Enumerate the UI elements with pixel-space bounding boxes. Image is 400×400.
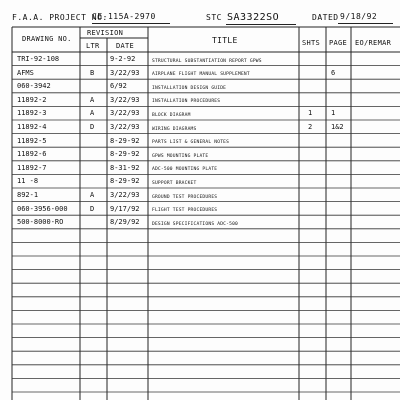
cell-title: AIRPLANE FLIGHT MANUAL SUPPLEMENT — [152, 72, 250, 78]
stc-number: SA3322SO — [227, 12, 280, 23]
col-page: PAGE — [329, 39, 348, 47]
cell-ltr: A — [90, 191, 95, 199]
col-drawing-no: DRAWING NO. — [22, 35, 72, 43]
cell-drawing: 892-1 — [17, 191, 39, 199]
project-label: F.A.A. PROJECT NO. — [12, 13, 108, 22]
cell-page: 6 — [331, 68, 336, 77]
cell-title: INSTALLATION PROCEDURES — [152, 99, 221, 105]
cell-title: INSTALLATION DESIGN GUIDE — [152, 85, 227, 91]
cell-date: 3/22/93 — [110, 123, 140, 131]
cell-title: SUPPORT BRACKET — [152, 180, 197, 186]
cell-date: 8-29-92 — [110, 177, 140, 186]
cell-ltr: A — [90, 95, 95, 104]
col-eo-remarks: EO/REMAR — [355, 39, 392, 47]
cell-drawing: 11892-6 — [17, 150, 47, 159]
cell-title: GROUND TEST PROCEDURES — [152, 194, 218, 200]
cell-title: STRUCTURAL SUBSTANTIATION REPORT GPWS — [152, 58, 262, 64]
cell-date: 8-29-92 — [110, 136, 140, 145]
cell-drawing: 11892-5 — [17, 136, 47, 145]
cell-date: 3/22/93 — [110, 109, 140, 118]
cell-title: FLIGHT TEST PROCEDURES — [152, 208, 218, 214]
cell-drawing: 11892-7 — [17, 163, 47, 172]
col-title: TITLE — [212, 36, 238, 45]
cell-shts: 2 — [308, 123, 313, 131]
cell-title: DESIGN SPECIFICATIONS ADC-500 — [152, 221, 239, 227]
cell-page: 1&2 — [331, 123, 344, 131]
col-date: DATE — [116, 42, 135, 50]
cell-ltr: D — [90, 123, 95, 131]
cell-title: BLOCK DIAGRAM — [152, 112, 191, 118]
cell-shts: 1 — [308, 109, 313, 118]
cell-ltr: B — [90, 68, 95, 77]
col-shts: SHTS — [302, 39, 321, 47]
cell-page: 1 — [331, 109, 336, 118]
cell-title: PARTS LIST & GENERAL NOTES — [152, 140, 230, 146]
cell-date: 9-2-92 — [110, 55, 136, 63]
col-ltr: LTR — [86, 42, 100, 50]
cell-drawing: 060-3942 — [17, 82, 51, 91]
cell-drawing: 11892-2 — [17, 95, 47, 104]
cell-date: 3/22/93 — [110, 95, 140, 104]
dated-value: 9/18/92 — [340, 12, 378, 21]
cell-ltr: A — [90, 109, 95, 118]
cell-drawing: 11892-3 — [17, 109, 47, 118]
cell-title: ADC-500 MOUNTING PLATE — [152, 167, 218, 173]
cell-date: 8/29/92 — [110, 218, 140, 227]
col-revision: REVISION — [87, 29, 124, 37]
cell-date: 3/22/93 — [110, 68, 140, 77]
cell-drawing: AFMS — [17, 68, 34, 77]
cell-drawing: 060-3956-000 — [17, 204, 68, 213]
cell-drawing: 11 -8 — [17, 177, 39, 186]
stc-label: STC — [206, 13, 222, 22]
cell-drawing: 11892-4 — [17, 123, 47, 131]
cell-date: 9/17/92 — [110, 204, 140, 213]
project-number: CE-115A-2970 — [92, 12, 156, 21]
cell-date: 8-31-92 — [110, 163, 140, 172]
cell-date: 3/22/93 — [110, 191, 140, 199]
cell-drawing: 500-8000-RO — [17, 218, 64, 227]
cell-date: 6/92 — [110, 82, 127, 91]
cell-date: 8-29-92 — [110, 150, 140, 159]
cell-title: WIRING DIAGRAMS — [152, 126, 197, 132]
cell-drawing: TRI-92-108 — [17, 55, 60, 63]
dated-label: DATED — [312, 13, 339, 22]
cell-title: GPWS MOUNTING PLATE — [152, 153, 209, 159]
cell-ltr: D — [90, 204, 95, 213]
